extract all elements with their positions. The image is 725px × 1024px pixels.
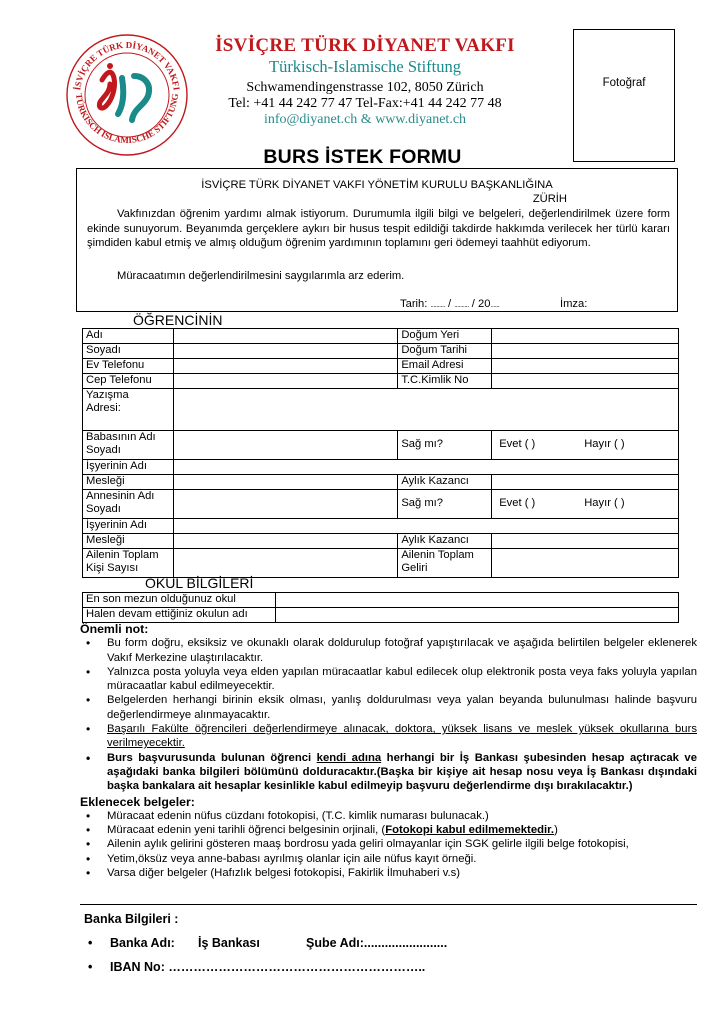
note-item: • Başarılı Fakülte öğrencileri değerlendirmeye alınacak, doktora, yüksek lisans ve meslek yüksek okullarına burs verilmeyecektir. xyxy=(80,722,697,751)
label-name: Adı xyxy=(83,329,174,344)
father-work-input[interactable] xyxy=(173,460,678,475)
label-family-size: Ailenin Toplam Kişi Sayısı xyxy=(83,549,174,578)
birth-place-input[interactable] xyxy=(492,329,679,344)
mother-name-input[interactable] xyxy=(173,490,397,519)
notes-list xyxy=(80,636,697,793)
address-input[interactable] xyxy=(173,389,678,431)
bank-name-row[interactable] xyxy=(84,936,447,950)
father-income-input[interactable] xyxy=(492,475,679,490)
org-name: İSVİÇRE TÜRK DİYANET VAKFI xyxy=(215,35,515,56)
label-father-job: Mesleği xyxy=(83,475,174,490)
label-birth-place: Doğum Yeri xyxy=(398,329,492,344)
school-info-table xyxy=(82,592,679,623)
iban-field[interactable]: IBAN No: …………………………………………………….. xyxy=(110,960,426,974)
org-phone: Tel: +41 44 242 77 47 Tel-Fax:+41 44 242 77 48 xyxy=(228,96,502,111)
label-mother-income: Aylık Kazancı xyxy=(398,534,492,549)
org-contact[interactable]: info@diyanet.ch & www.diyanet.ch xyxy=(263,112,467,127)
label-father-name: Babasının Adı Soyadı xyxy=(83,431,174,460)
bullet: • xyxy=(88,960,93,974)
label-birth-date: Doğum Tarihi xyxy=(398,344,492,359)
mother-alive-options[interactable] xyxy=(492,490,679,519)
label-family-income: Ailenin Toplam Geliri xyxy=(398,549,492,578)
mother-alive-no[interactable]: Hayır ( ) xyxy=(584,497,625,510)
logo-ring-text: İSVİÇRE TÜRK DİYANET VAKFI xyxy=(72,39,182,91)
mother-income-input[interactable] xyxy=(492,534,679,549)
bank-name-value: İş Bankası xyxy=(198,936,260,950)
branch-field[interactable]: Şube Adı:........................ xyxy=(306,936,448,950)
label-father-income: Aylık Kazancı xyxy=(398,475,492,490)
note-item: • Belgelerden herhangi birinin eksik olması, yanlış doldurulması veya yalan beyanda bulunulması halinde başvuru değerlendirmeye alınmayacaktır. xyxy=(80,693,697,722)
logo-emblem-icon xyxy=(99,63,149,120)
application-letter xyxy=(76,168,678,312)
label-address: Yazışma Adresi: xyxy=(83,389,174,431)
org-name-german: Türkisch-Islamische Stiftung xyxy=(268,57,461,76)
surname-input[interactable] xyxy=(173,344,397,359)
label-mother-work: İşyerinin Adı xyxy=(83,519,174,534)
svg-text:TÜRKISCH ISLAMISCHE STIFTUNG xyxy=(74,93,180,145)
father-alive-yes[interactable]: Evet ( ) xyxy=(499,438,536,451)
home-phone-input[interactable] xyxy=(173,359,397,374)
org-address: Schwamendingenstrasse 102, 8050 Zürich xyxy=(246,80,484,95)
label-home-phone: Ev Telefonu xyxy=(83,359,174,374)
mother-work-input[interactable] xyxy=(173,519,678,534)
letter-addressee: İSVİÇRE TÜRK DİYANET VAKFI YÖNETİM KURULU BAŞKANLIĞINA xyxy=(201,179,553,191)
family-size-input[interactable] xyxy=(173,549,397,578)
letter-city: ZÜRİH xyxy=(532,193,567,205)
iban-row[interactable] xyxy=(84,960,425,974)
bank-heading: Banka Bilgileri : xyxy=(84,912,179,926)
label-tc-no: T.C.Kimlik No xyxy=(398,374,492,389)
attachments-list xyxy=(80,809,697,880)
note-item: • Bu form doğru, eksiksiz ve okunaklı olarak doldurulup fotoğraf yapıştırılacak ve aşağıda belirtilen belgeler eklenerek Vakıf Merkezine ulaştırılacaktır. xyxy=(80,636,697,665)
label-father-alive: Sağ mı? xyxy=(398,431,492,460)
label-mother-alive: Sağ mı? xyxy=(398,490,492,519)
date-field[interactable]: Tarih: .......... / .......... / 20...... xyxy=(400,298,500,310)
svg-text:İSVİÇRE TÜRK DİYANET VAKFI xyxy=(72,40,182,91)
attachment-item: • Müracaat edenin nüfus cüzdanı fotokopisi, (T.C. kimlik numarası bulunacak.) xyxy=(80,809,697,823)
school-section-heading: OKUL BİLGİLERİ xyxy=(145,575,254,591)
birth-date-input[interactable] xyxy=(492,344,679,359)
father-alive-no[interactable]: Hayır ( ) xyxy=(584,438,625,451)
notes-section xyxy=(80,622,697,880)
father-job-input[interactable] xyxy=(173,475,397,490)
label-mother-name: Annesinin Adı Soyadı xyxy=(83,490,174,519)
label-last-school: En son mezun olduğunuz okul xyxy=(83,593,276,608)
attachment-item: • Varsa diğer belgeler (Hafızlık belgesi fotokopisi, Fakirlik İlmuhaberi v.s) xyxy=(80,866,697,880)
photo-label: Fotoğraf xyxy=(602,77,646,89)
family-income-input[interactable] xyxy=(492,549,679,578)
attachment-item: • Müracaat edenin yeni tarihli öğrenci belgesinin orjinali, (Fotokopi kabul edilmemektedir.) xyxy=(80,823,697,837)
note-item: • Burs başvurusunda bulunan öğrenci kendi adına herhangi bir İş Bankası şubesinden hesap açtıracak ve aşağıdaki banka bilgileri bölümünü dolduracaktır.(Başka bir kişiye ait hesap nosu veya İş Bankası dışındaki başka bankalara ait hesaplar kesinlikle kabul edilmeyip başvuru değerlendirme dışı bırakılacaktır.) xyxy=(80,751,697,794)
label-email: Email Adresi xyxy=(398,359,492,374)
date-label: Tarih: xyxy=(400,298,428,310)
divider xyxy=(80,904,697,905)
photo-box[interactable] xyxy=(573,29,675,162)
attachment-item: • Ailenin aylık gelirini gösteren maaş bordrosu yada geliri olmayanlar için SGK gelirle ilgili belge fotokopisi, xyxy=(80,837,697,851)
student-section-heading: ÖĞRENCİNİN xyxy=(133,312,223,328)
father-alive-options[interactable] xyxy=(492,431,679,460)
current-school-input[interactable] xyxy=(275,608,678,623)
attachments-heading: Eklenecek belgeler: xyxy=(80,794,195,809)
last-school-input[interactable] xyxy=(275,593,678,608)
logo-ring-text-2: TÜRKISCH ISLAMISCHE STIFTUNG xyxy=(73,92,181,146)
mother-job-input[interactable] xyxy=(173,534,397,549)
label-mobile: Cep Telefonu xyxy=(83,374,174,389)
note-item: • Yalnızca posta yoluyla veya elden yapılan müracaatlar kabul edilecek olup elektronik posta veya faks yoluyla yapılan müracaatlar kabul edilmeyecektir. xyxy=(80,665,697,694)
notes-heading: Önemli not: xyxy=(80,622,149,636)
label-surname: Soyadı xyxy=(83,344,174,359)
letter-paragraph: Vakfınızdan öğrenim yardımı almak istiyorum. Durumumla ilgili bilgi ve belgeleri, değerlendirilmek üzere form ekinde sunuyorum. Beyanımda gerçeklere aykırı bir husus tespit edildiği takdirde hakkımda verilecek her türlü kararı şimdiden kabul etmiş ve almış olduğum öğrenim yardımının toplamını geri ödemeyi taahhüt ediyorum. xyxy=(87,208,670,250)
label-mother-job: Mesleği xyxy=(83,534,174,549)
form-title: BURS İSTEK FORMU xyxy=(263,146,462,168)
foundation-logo xyxy=(62,30,192,160)
tc-no-input[interactable] xyxy=(492,374,679,389)
signature-label: İmza: xyxy=(560,298,588,310)
label-father-work: İşyerinin Adı xyxy=(83,460,174,475)
mobile-input[interactable] xyxy=(173,374,397,389)
father-name-input[interactable] xyxy=(173,431,397,460)
bank-name-label: Banka Adı: xyxy=(110,936,175,950)
name-input[interactable] xyxy=(173,329,397,344)
attachment-item: • Yetim,öksüz veya anne-babası ayrılmış olanlar için aile nüfus kayıt örneği. xyxy=(80,852,697,866)
label-current-school: Halen devam ettiğiniz okulun adı xyxy=(83,608,276,623)
student-info-table xyxy=(82,328,679,578)
bullet: • xyxy=(88,936,93,950)
letter-closing: Müracaatımın değerlendirilmesini saygılarımla arz ederim. xyxy=(117,270,405,282)
email-input[interactable] xyxy=(492,359,679,374)
mother-alive-yes[interactable]: Evet ( ) xyxy=(499,497,536,510)
